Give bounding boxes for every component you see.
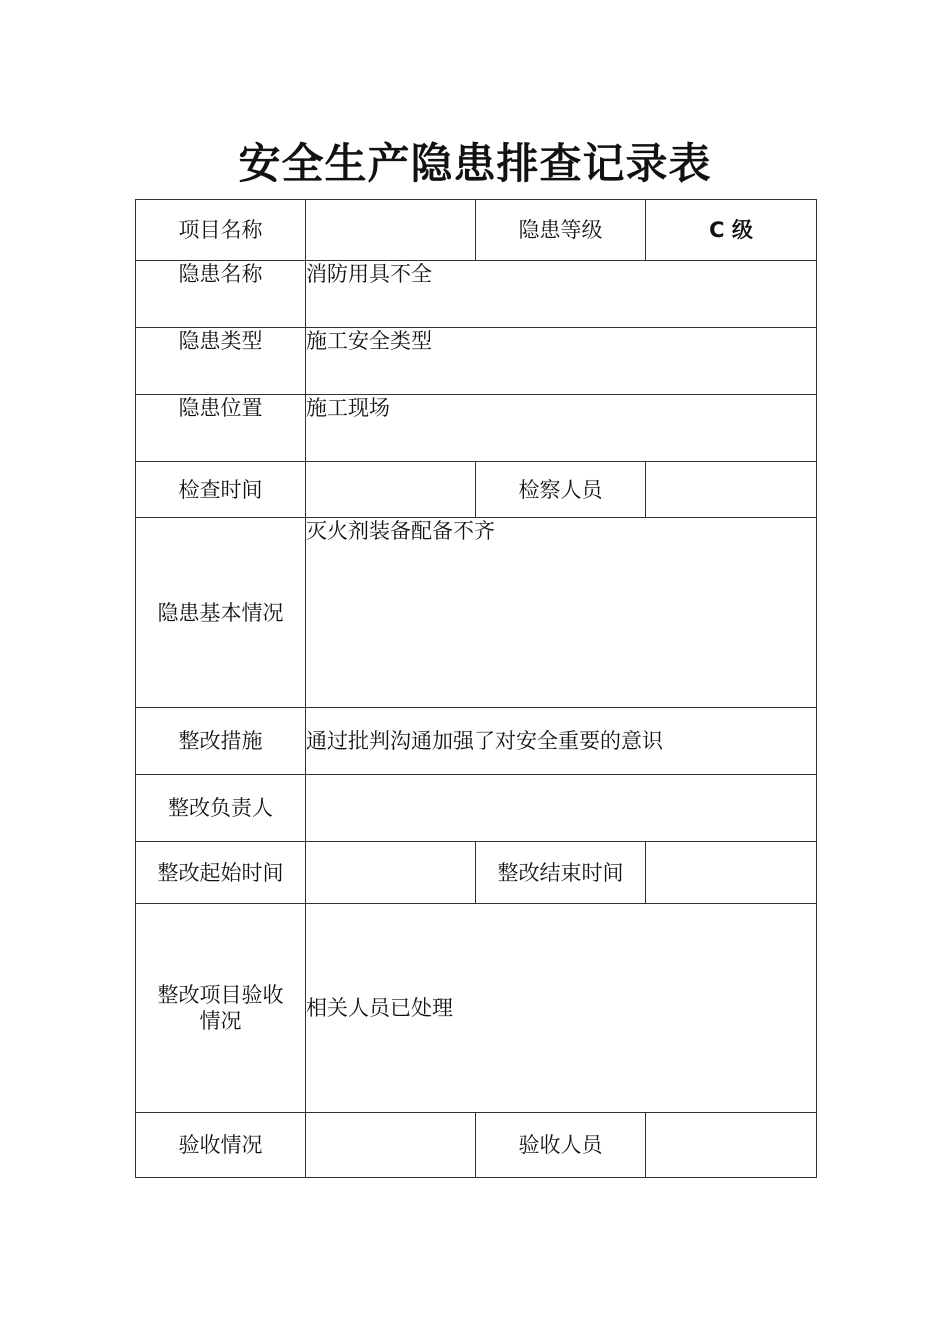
hazard-location-field[interactable]: 施工现场: [306, 395, 817, 462]
rectification-measures-label: 整改措施: [136, 708, 306, 775]
table-row: [136, 200, 817, 261]
inspection-time-label: 检查时间: [136, 462, 306, 518]
acceptance-personnel-field[interactable]: [646, 1113, 817, 1178]
table-row: [136, 775, 817, 842]
acceptance-item-label: [136, 904, 306, 1113]
hazard-type-field[interactable]: 施工安全类型: [306, 328, 817, 395]
rectification-start-field[interactable]: [306, 842, 476, 904]
table-row: [136, 395, 817, 462]
acceptance-situation-field[interactable]: [306, 1113, 476, 1178]
hazard-location-label: 隐患位置: [136, 395, 306, 462]
page-title: 安全生产隐患排查记录表: [238, 139, 712, 188]
table-row: [136, 904, 817, 1113]
table-row: [136, 462, 817, 518]
acceptance-item-field[interactable]: 相关人员已处理: [306, 904, 817, 1113]
table-row: [136, 842, 817, 904]
rectification-owner-field[interactable]: [306, 775, 817, 842]
inspection-time-field[interactable]: [306, 462, 476, 518]
rectification-measures-field[interactable]: 通过批判沟通加强了对安全重要的意识: [306, 708, 817, 775]
hazard-level-field[interactable]: C 级: [646, 200, 817, 261]
acceptance-personnel-label: 验收人员: [476, 1113, 646, 1178]
acceptance-situation-label: 验收情况: [136, 1113, 306, 1178]
rectification-start-label: 整改起始时间: [136, 842, 306, 904]
acceptance-item-label-line2: 情况: [199, 1009, 242, 1033]
hazard-type-label: 隐患类型: [136, 328, 306, 395]
basic-situation-label: 隐患基本情况: [136, 518, 306, 708]
table-row: [136, 518, 817, 708]
table-row: [136, 328, 817, 395]
acceptance-item-label-line1: 整改项目验收: [157, 983, 284, 1007]
rectification-end-label: 整改结束时间: [476, 842, 646, 904]
hazard-name-label: 隐患名称: [136, 261, 306, 328]
rectification-owner-label: 整改负责人: [136, 775, 306, 842]
table-row: [136, 708, 817, 775]
project-name-field[interactable]: [306, 200, 476, 261]
table-row: [136, 261, 817, 328]
table-row: [136, 1113, 817, 1178]
basic-situation-field[interactable]: 灭火剂装备配备不齐: [306, 518, 817, 708]
project-name-label: 项目名称: [136, 200, 306, 261]
hazard-name-field[interactable]: 消防用具不全: [306, 261, 817, 328]
inspector-field[interactable]: [646, 462, 817, 518]
hazard-record-table: [135, 199, 817, 1178]
inspector-label: 检察人员: [476, 462, 646, 518]
rectification-end-field[interactable]: [646, 842, 817, 904]
hazard-level-label: 隐患等级: [476, 200, 646, 261]
